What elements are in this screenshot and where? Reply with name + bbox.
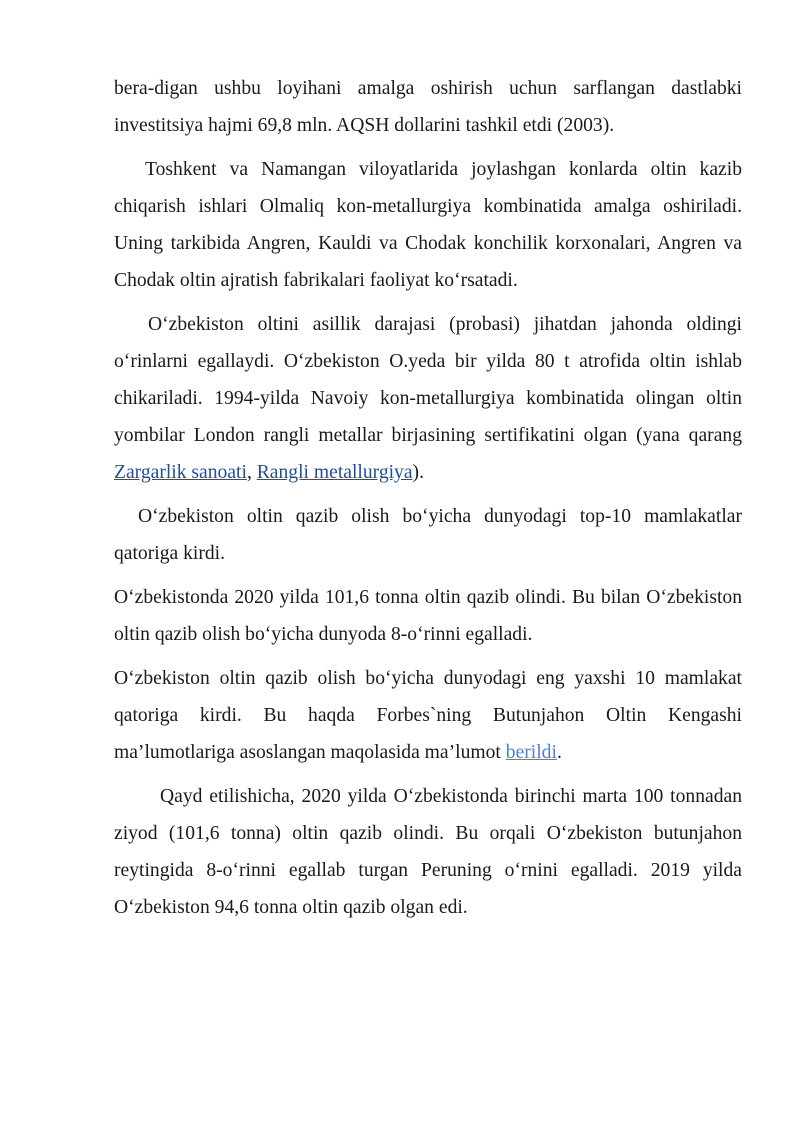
paragraph-gold-quality (114, 306, 742, 491)
link-zargarlik-sanoati[interactable]: Zargarlik sanoati (114, 462, 247, 483)
paragraph-forbes-end: . (556, 742, 562, 763)
paragraph-olmaliq: Toshkent va Namangan viloyatlarida joylashgan konlarda oltin kazib chiqarish ishlari Olmaliq kon-metallurgiya kombinatida amalga oshiriladi. Uning tarkibida Angren, Kauldi va Chodak konchilik korxonalari, Angren va Chodak oltin ajratish fabrikalari faoliyat ko‘rsatadi. (114, 159, 742, 291)
paragraph-investment: bera-digan ushbu loyihani amalga oshirish uchun sarflangan dastlabki investitsiya hajmi 69,8 mln. AQSH dollarini tashkil etdi (2003). (114, 78, 742, 136)
link-separator: , (246, 462, 257, 483)
link-rangli-metallurgiya[interactable]: Rangli metallurgiya (256, 462, 413, 483)
paragraph-ranking: Qayd etilishicha, 2020 yilda O‘zbekistonda birinchi marta 100 tonnadan ziyod (101,6 tonna) oltin qazib olindi. Bu orqali O‘zbekiston butunjahon reytingida 8-o‘rinni egallab turgan Peruning o‘rnini egalladi. 2019 yilda O‘zbekiston 94,6 tonna oltin qazib olgan edi. (114, 786, 742, 918)
paragraph-forbes (114, 660, 742, 771)
paragraph-gold-quality-text: O‘zbekiston oltini asillik darajasi (probasi) jihatdan jahonda oldingi o‘rinlarni egallaydi. O‘zbekiston O.yeda bir yilda 80 t atrofida oltin ishlab chikariladi. 1994-yilda Navoiy kon-metallurgiya kombinatida olingan oltin yombilar London rangli metallar birjasining sertifikatini olgan (yana qarang (114, 314, 742, 446)
paragraph-forbes-text: O‘zbekiston oltin qazib olish bo‘yicha dunyodagi eng yaxshi 10 mamlakat qatoriga kirdi. Bu haqda Forbes`ning Butunjahon Oltin Kengashi ma’lumotlariga asoslangan maqolasida ma’lumot (114, 668, 742, 763)
link-berildi[interactable]: berildi (505, 742, 557, 763)
paragraph-gold-quality-end: ). (412, 462, 424, 483)
paragraph-top10: O‘zbekiston oltin qazib olish bo‘yicha dunyodagi top-10 mamlakatlar qatoriga kirdi. (114, 506, 742, 564)
paragraph-2020-production: O‘zbekistonda 2020 yilda 101,6 tonna oltin qazib olindi. Bu bilan O‘zbekiston oltin qazib olish bo‘yicha dunyoda 8-o‘rinni egalladi. (114, 587, 742, 645)
document-page (114, 70, 742, 926)
